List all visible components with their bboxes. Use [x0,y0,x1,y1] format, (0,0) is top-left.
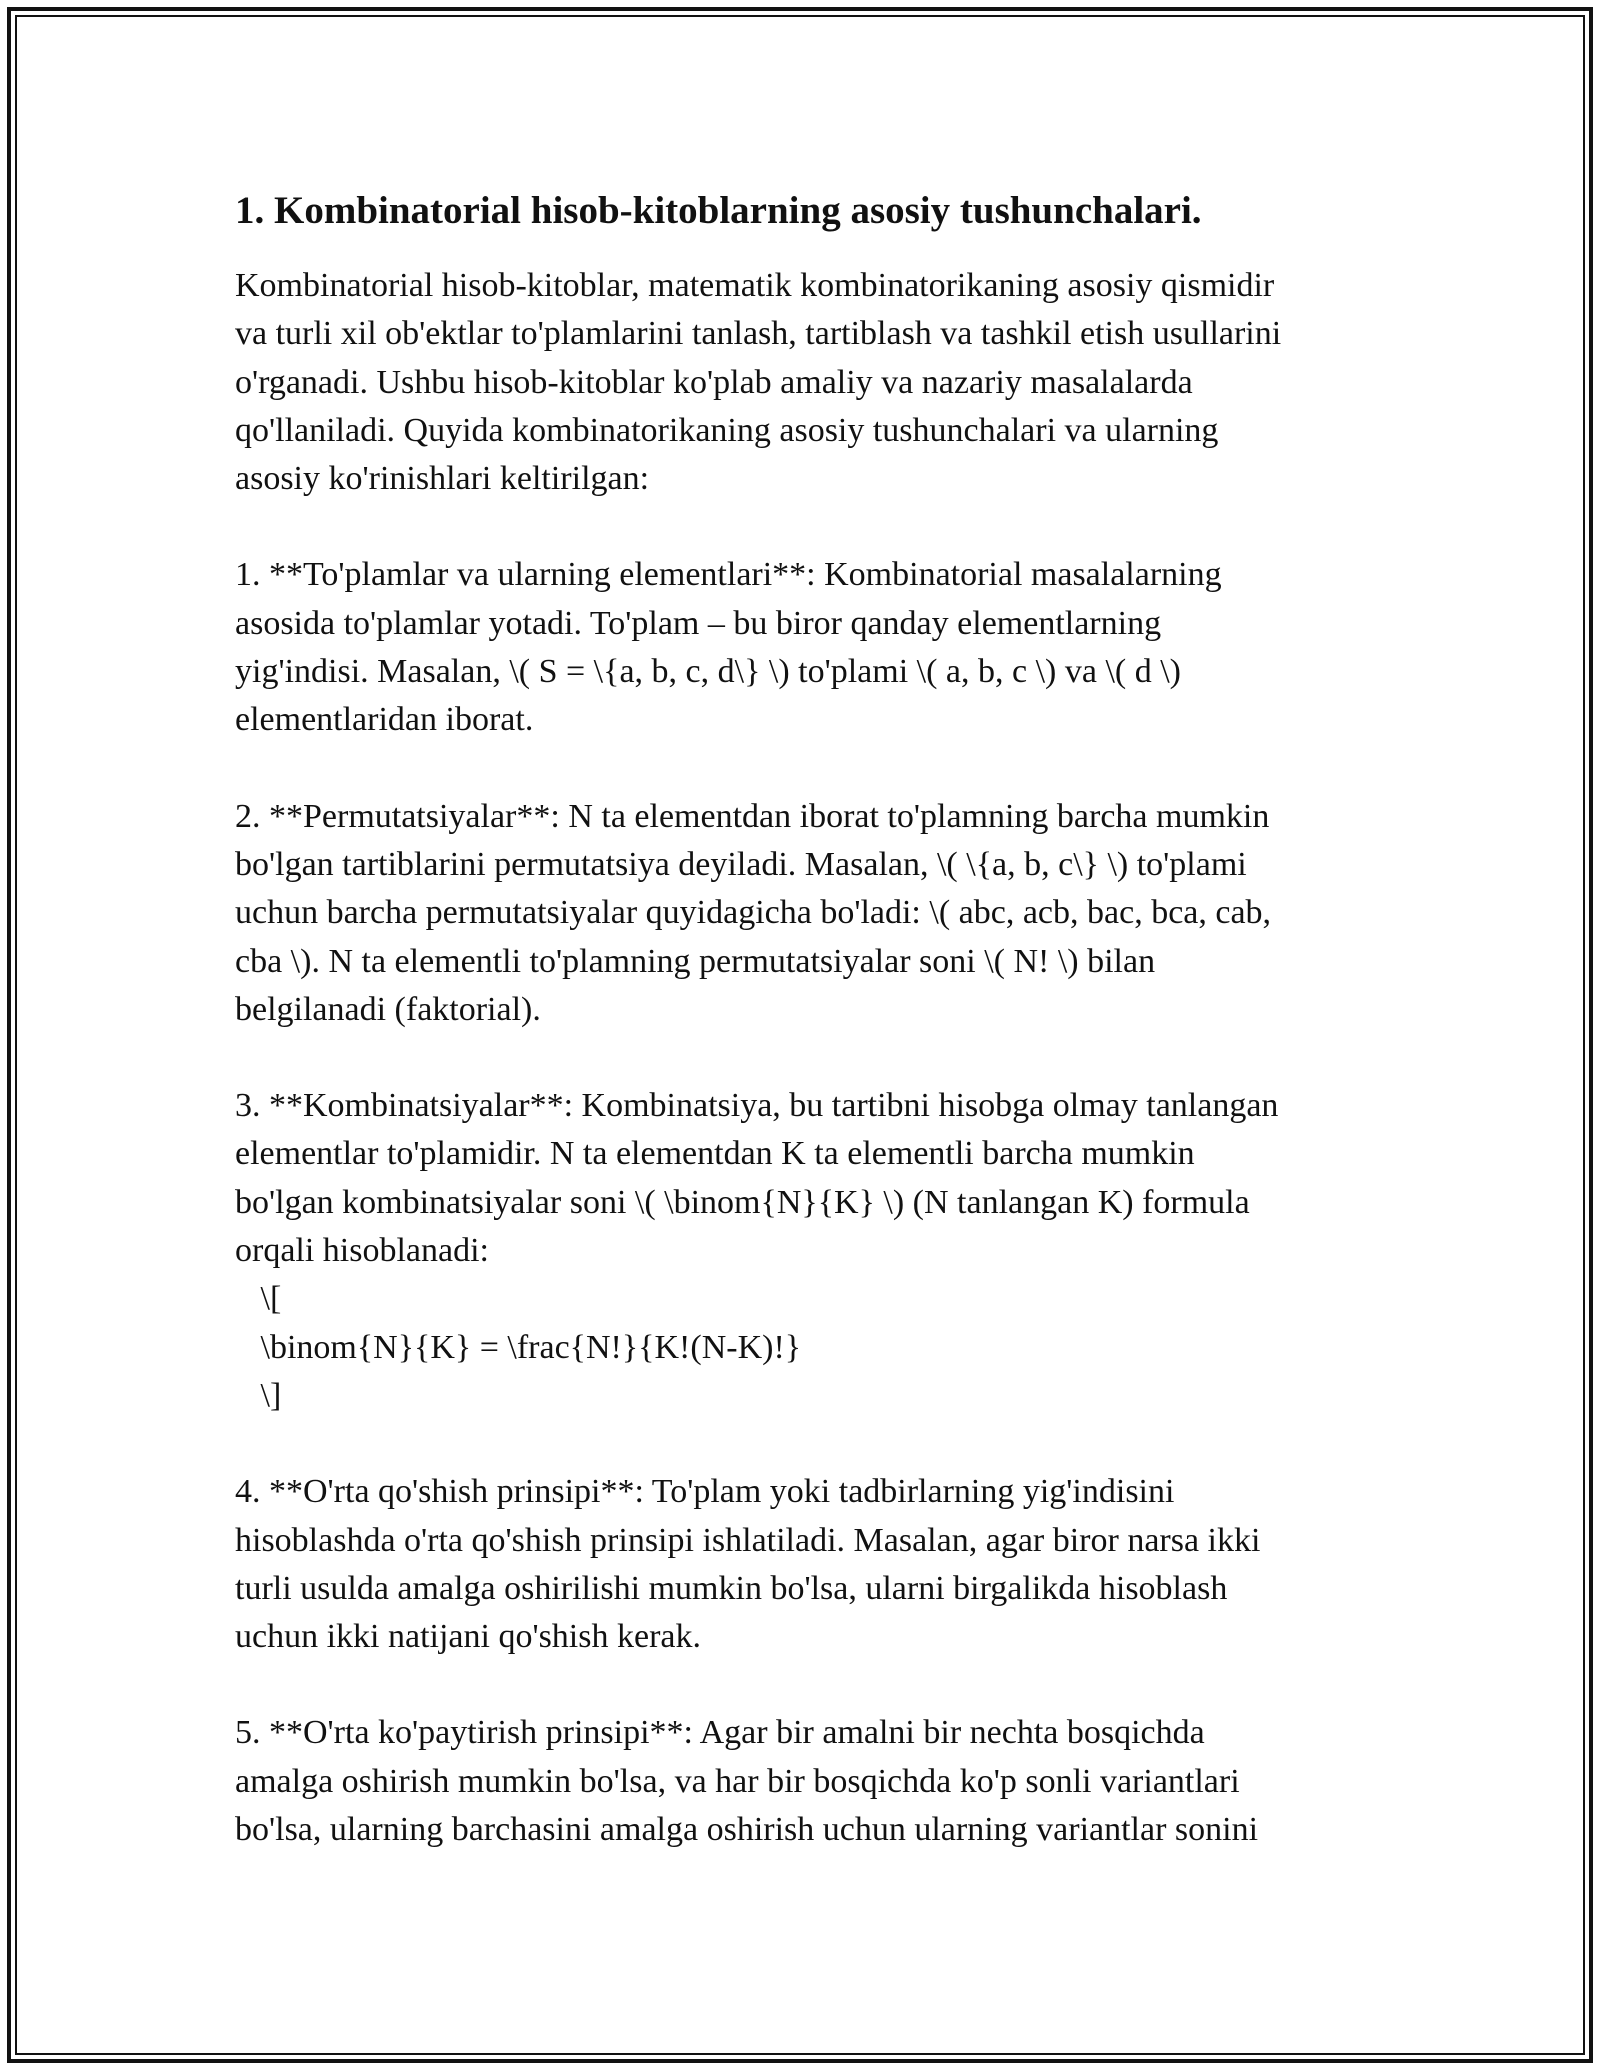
list-item-combinations: 3. **Kombinatsiyalar**: Kombinatsiya, bu tartibni hisobga olmay tanlangan elementlar to'plamidir. N ta elementdan K ta elementli barcha mumkin bo'lgan kombinatsiyalar soni \( \binom{N}{K} \) (N tanlangan K) formula orqali hisoblanadi: \[ \binom{N}{K} = \frac{N!}{K!(N-K)!} \] [235,1087,1279,1414]
section-heading: 1. Kombinatorial hisob-kitoblarning asosiy tushunchalari. [235,189,1202,232]
list-item-addition-principle: 4. **O'rta qo'shish prinsipi**: To'plam yoki tadbirlarning yig'indisini hisoblashda o'rta qo'shish prinsipi ishlatiladi. Masalan, agar biror narsa ikki turli usulda amalga oshirilishi mumkin bo'lsa, ularni birgalikda hisoblash uchun ikki natijani qo'shish kerak. [235,1473,1261,1656]
intro-paragraph: Kombinatorial hisob-kitoblar, matematik kombinatorikaning asosiy qismidir va turli xil ob'ektlar to'plamlarini tanlash, tartiblash va tashkil etish usullarini o'rganadi. Ushbu hisob-kitoblar ko'plab amaliy va nazariy masalalarda qo'llaniladi. Quyida kombinatorikaning asosiy tushunchalari va ularning asosiy ko'rinishlari keltirilgan: [235,267,1282,498]
list-item-sets: 1. **To'plamlar va ularning elementlari**: Kombinatorial masalalarning asosida to'plamlar yotadi. To'plam – bu biror qanday elementlarning yig'indisi. Masalan, \( S = \{a, b, c, d\} \) to'plami \( a, b, c \) va \( d \) elementlaridan iborat. [235,556,1222,739]
document-body [235,186,1385,1854]
list-item-multiplication-principle: 5. **O'rta ko'paytirish prinsipi**: Agar bir amalni bir nechta bosqichda amalga oshirish mumkin bo'lsa, va har bir bosqichda ko'p sonli variantlari bo'lsa, ularning barchasini amalga oshirish uchun ularning variantlar sonini [235,1714,1259,1849]
list-item-permutations: 2. **Permutatsiyalar**: N ta elementdan iborat to'plamning barcha mumkin bo'lgan tartiblarini permutatsiya deyiladi. Masalan, \( \{a, b, c\} \) to'plami uchun barcha permutatsiyalar quyidagicha bo'ladi: \( abc, acb, bac, bca, cab, cba \). N ta elementli to'plamning permutatsiyalar soni \( N! \) bilan belgilanadi (faktorial). [235,797,1272,1028]
